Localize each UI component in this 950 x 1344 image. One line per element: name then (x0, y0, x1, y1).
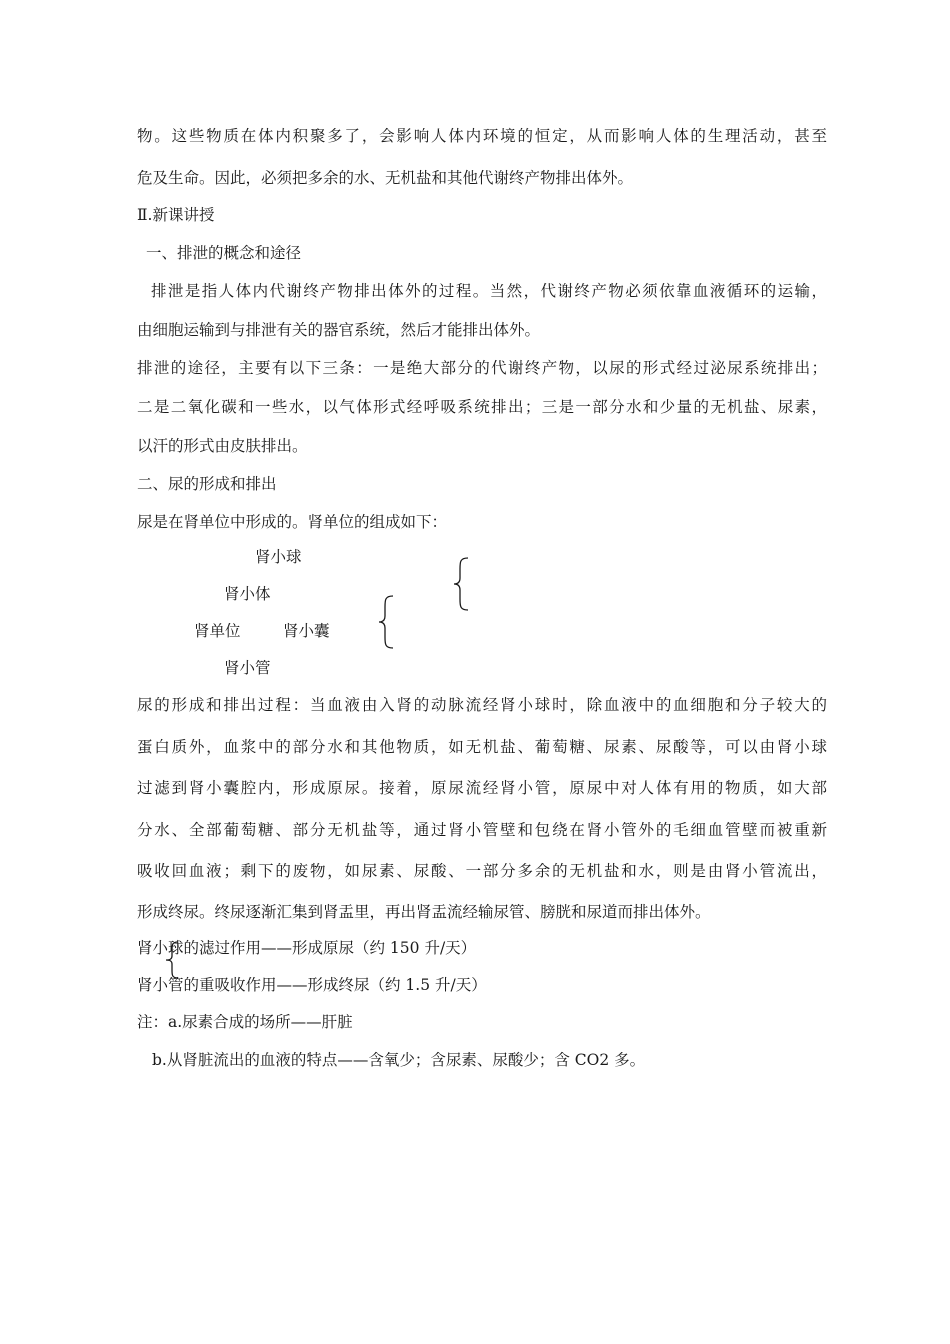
process-line-1: 尿的形成和排出过程：当血液由入肾的动脉流经肾小球时，除血液中的血细胞和分子较大的 (137, 696, 827, 714)
intro-line-1: 物。这些物质在体内积聚多了，会影响人体内环境的恒定，从而影响人体的生理活动，甚至 (137, 127, 827, 145)
brace-summary-icon (162, 941, 182, 979)
part1-heading: 一、排泄的概念和途径 (146, 244, 302, 262)
diagram-label-tubule: 肾小管 (224, 659, 271, 677)
intro-line-2: 危及生命。因此，必须把多余的水、无机盐和其他代谢终产物排出体外。 (137, 169, 634, 187)
diagram-label-nephron: 肾单位 (194, 622, 241, 640)
process-line-4: 分水、全部葡萄糖、部分无机盐等，通过肾小管壁和包绕在肾小管外的毛细血管壁而被重新 (137, 821, 827, 839)
summary-reabsorption: 肾小管的重吸收作用——形成终尿（约 1.5 升/天） (137, 976, 487, 994)
part1-route-line-1: 排泄的途径，主要有以下三条：一是绝大部分的代谢终产物，以尿的形式经过泌尿系统排出； (137, 359, 827, 377)
summary-filtration: 肾小球的滤过作用——形成原尿（约 150 升/天） (137, 939, 477, 957)
note-b: b.从肾脏流出的血液的特点——含氧少；含尿素、尿酸少；含 CO2 多。 (152, 1051, 646, 1069)
brace-upper-icon (452, 557, 472, 611)
process-line-3: 过滤到肾小囊腔内，形成原尿。接着，原尿流经肾小管，原尿中对人体有用的物质，如大部 (137, 779, 827, 797)
part2-intro: 尿是在肾单位中形成的。肾单位的组成如下： (137, 513, 448, 531)
note-a: 注：a.尿素合成的场所——肝脏 (137, 1013, 353, 1031)
process-line-6: 形成终尿。终尿逐渐汇集到肾盂里，再出肾盂流经输尿管、膀胱和尿道而排出体外。 (137, 903, 711, 921)
part1-definition-line-2: 由细胞运输到与排泄有关的器官系统，然后才能排出体外。 (137, 321, 541, 339)
diagram-label-renal-corpuscle: 肾小体 (224, 585, 271, 603)
process-line-5: 吸收回血液；剩下的废物，如尿素、尿酸、一部分多余的无机盐和水，则是由肾小管流出， (137, 862, 827, 880)
brace-lower-icon (377, 595, 397, 649)
part1-route-line-3: 以汗的形式由皮肤排出。 (137, 437, 308, 455)
diagram-label-capsule: 肾小囊 (283, 622, 330, 640)
process-line-2: 蛋白质外，血浆中的部分水和其他物质，如无机盐、葡萄糖、尿素、尿酸等，可以由肾小球 (137, 738, 827, 756)
part1-route-line-2: 二是二氧化碳和一些水，以气体形式经呼吸系统排出；三是一部分水和少量的无机盐、尿素， (137, 398, 827, 416)
part2-heading: 二、尿的形成和排出 (137, 475, 277, 493)
section-heading: Ⅱ.新课讲授 (137, 206, 215, 224)
diagram-label-glomerulus: 肾小球 (255, 548, 302, 566)
part1-definition-line-1: 排泄是指人体内代谢终产物排出体外的过程。当然，代谢终产物必须依靠血液循环的运输， (151, 282, 827, 300)
